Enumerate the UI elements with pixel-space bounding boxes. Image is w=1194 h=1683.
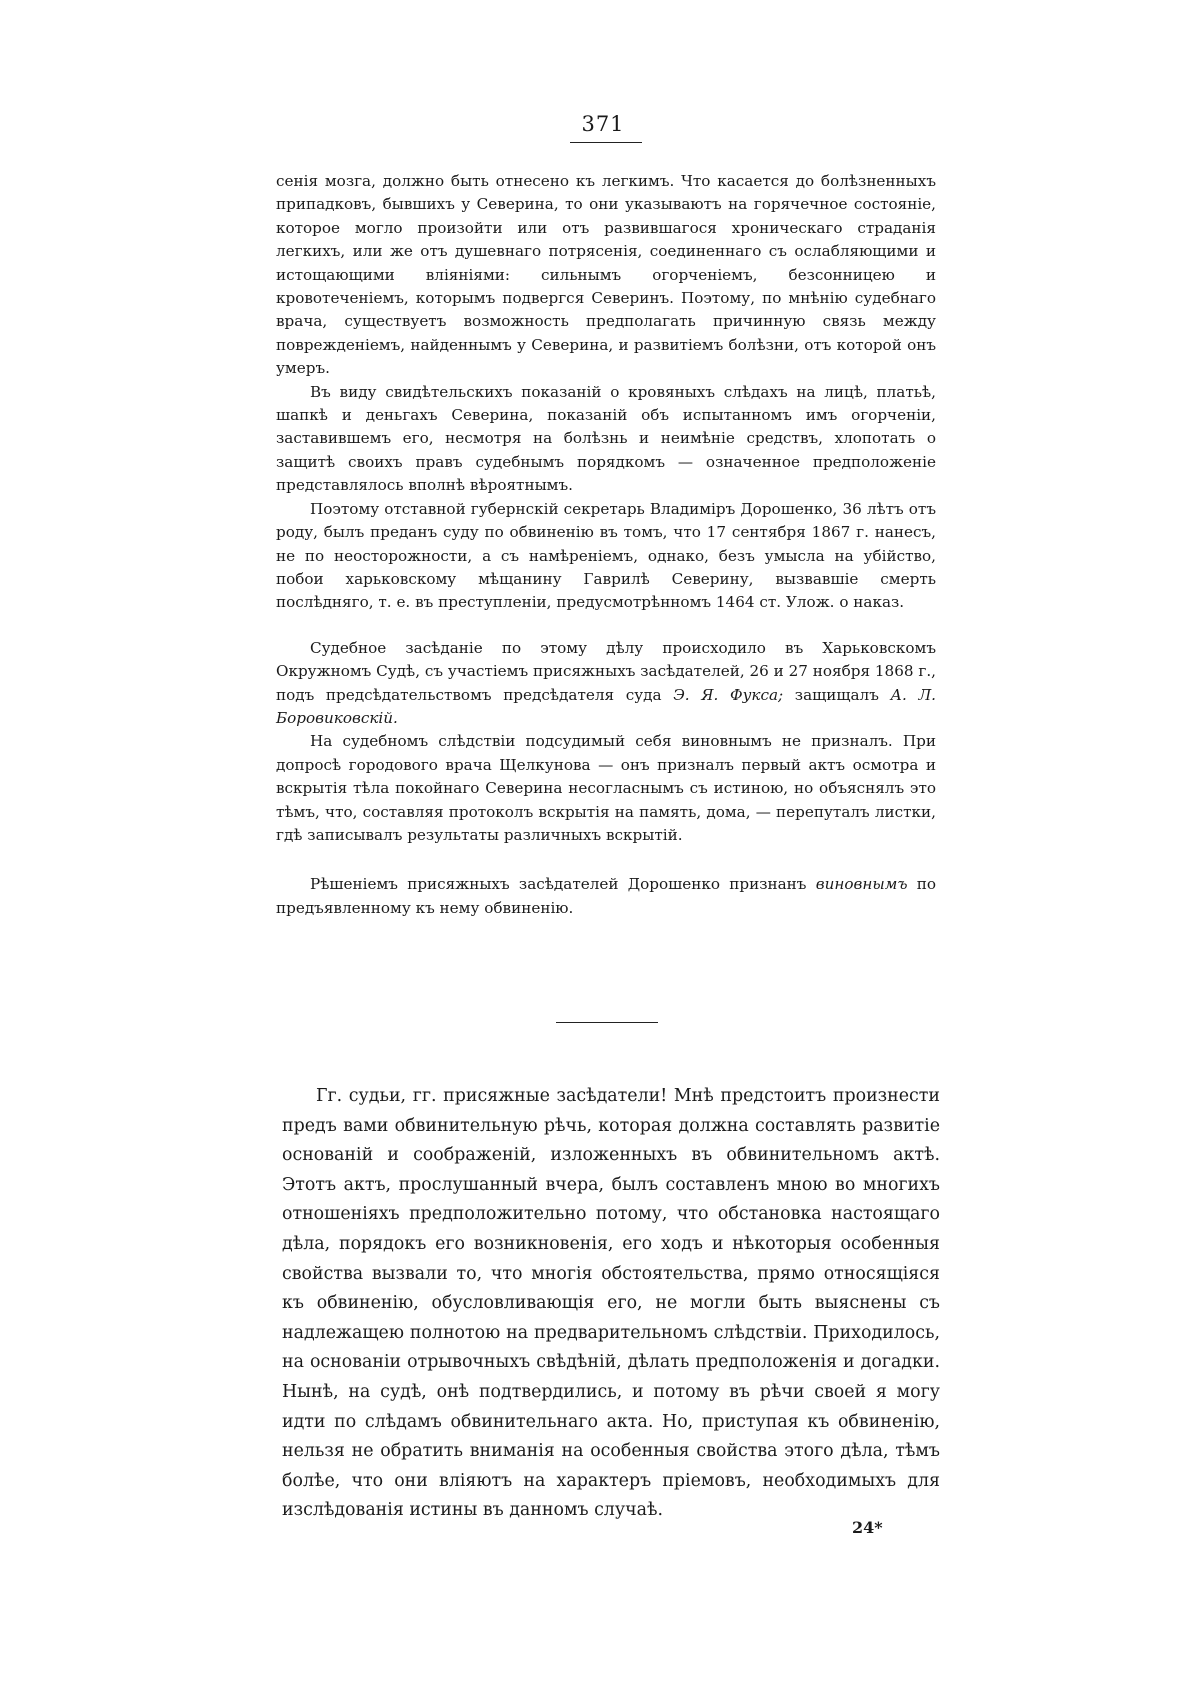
presiding-judge-name: Э. Я. Фукса; <box>673 685 784 704</box>
page-number: 371 <box>581 112 625 136</box>
verdict-text: Рѣшеніемъ присяжныхъ засѣдателей Дорошенко признанъ <box>310 875 816 894</box>
narrative-paragraph-5: На судебномъ слѣдствіи подсудимый себя виновнымъ не призналъ. При допросѣ городового врача Щелкунова — онъ призналъ первый актъ осмотра и вскрытія тѣла покойнаго Северина несогласнымъ съ истиною, но объяснялъ это тѣмъ, что, составляя протоколъ вскрытія на память, дома, — перепуталъ листки, гдѣ записывалъ результаты различныхъ вскрытій. <box>276 732 936 844</box>
printer-signature-mark: 24* <box>852 1518 883 1537</box>
case-narrative <box>276 170 936 920</box>
defender-label: защищалъ <box>783 685 891 704</box>
narrative-paragraph-1: сенія мозга, должно быть отнесено къ легкимъ. Что касается до болѣзненныхъ припадковъ, бывшихъ у Северина, то они указываютъ на горячечное состояніе, которое могло произойти или отъ развившагося хроническаго страданія легкихъ, или же отъ душевнаго потрясенія, соединеннаго съ ослабляющими и истощающими вліяніями: сильнымъ огорченіемъ, безсонницею и кровотеченіемъ, которымъ подвергся Северинъ. Поэтому, по мнѣнію судебнаго врача, существуетъ возможность предполагать причинную связь между поврежденіемъ, найденнымъ у Северина, и развитіемъ болѣзни, отъ которой онъ умеръ. <box>276 172 936 378</box>
page-number-rule <box>570 142 642 143</box>
verdict-end: по предъявленному къ нему обвиненію. <box>276 875 936 917</box>
narrative-paragraph-4 <box>276 637 936 731</box>
speech-paragraph-1: Гг. судьи, гг. присяжные засѣдатели! Мнѣ предстоитъ произнести предъ вами обвинительную рѣчь, которая должна составлять развитіе основаній и соображеній, изложенныхъ въ обвинительномъ актѣ. Этотъ актъ, прослушанный вчера, былъ составленъ мною во многихъ отношеніяхъ предположительно потому, что обстановка настоящаго дѣла, порядокъ его возникновенія, его ходъ и нѣкоторыя особенныя свойства вызвали то, что многія обстоятельства, прямо относящіяся къ обвиненію, обусловливающія его, не могли быть выяснены съ надлежащею полнотою на предварительномъ слѣдствіи. Приходилось, на основаніи отрывочныхъ свѣдѣній, дѣлать предположенія и догадки. Нынѣ, на судѣ, онѣ подтвердились, и потому въ рѣчи своей я могу идти по слѣдамъ обвинительнаго акта. Но, приступая къ обвиненію, нельзя не обратить вниманія на особенныя свойства этого дѣла, тѣмъ болѣе, что они вліяютъ на характеръ пріемовъ, необходимыхъ для изслѣдованія истины въ данномъ случаѣ. <box>282 1086 940 1521</box>
verdict-word: виновнымъ <box>815 875 908 894</box>
narrative-paragraph-3: Поэтому отставной губернскій секретарь Владиміръ Дорошенко, 36 лѣтъ отъ роду, былъ преданъ суду по обвиненію въ томъ, что 17 сентября 1867 г. нанесъ, не по неосторожности, а съ намѣреніемъ, однако, безъ умысла на убійство, побои харьковскому мѣщанину Гаврилѣ Северину, вызвавшіе смерть послѣдняго, т. е. въ преступленіи, предусмотрѣнномъ 1464 ст. Улож. о наказ. <box>276 499 936 612</box>
section-divider <box>556 1022 658 1023</box>
court-session-text: Судебное засѣданіе по этому дѣлу происходило въ Харьковскомъ Окружномъ Судѣ, съ участіемъ присяжныхъ засѣдателей, 26 и 27 ноября 1868 г., подъ предсѣдательствомъ предсѣдателя суда <box>276 638 936 704</box>
narrative-paragraph-6 <box>276 873 936 920</box>
defender-name: А. Л. Боровиковскій. <box>276 685 936 727</box>
prosecution-speech <box>282 1082 940 1526</box>
narrative-paragraph-2: Въ виду свидѣтельскихъ показаній о кровяныхъ слѣдахъ на лицѣ, платьѣ, шапкѣ и деньгахъ Северина, показаній объ испытанномъ имъ огорченіи, заставившемъ его, несмотря на болѣзнь и неимѣніе средствъ, хлопотать о защитѣ своихъ правъ судебнымъ порядкомъ — означенное предположеніе представлялось вполнѣ вѣроятнымъ. <box>276 382 936 495</box>
